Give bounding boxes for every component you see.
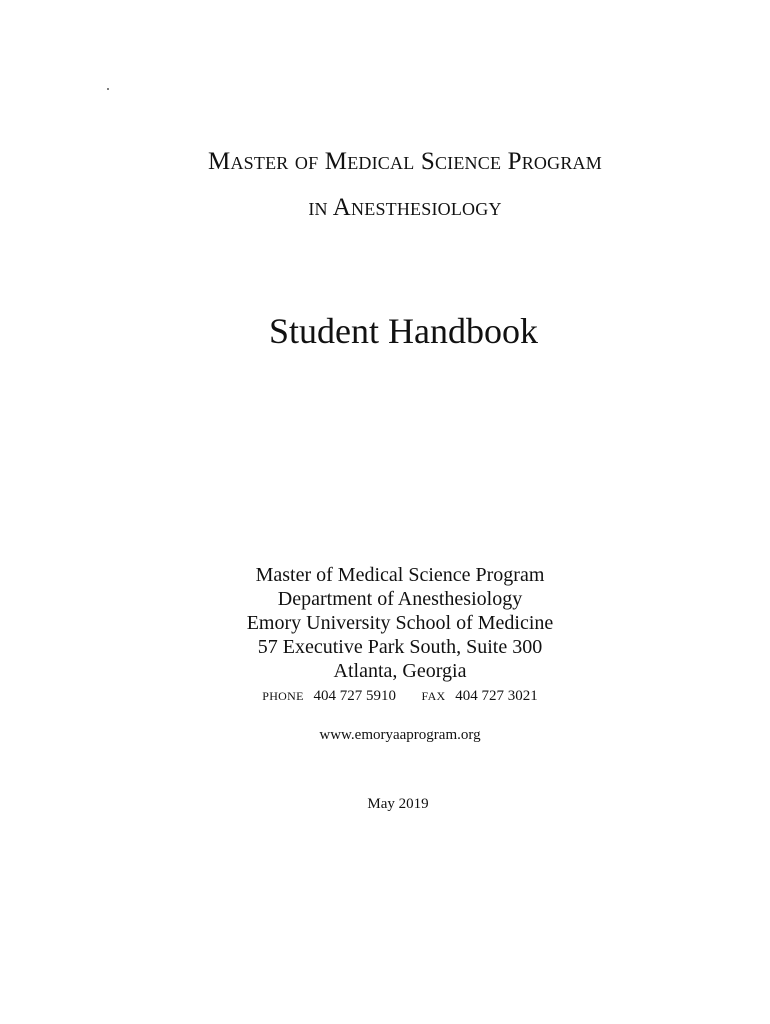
address-line: Department of Anesthesiology [277,588,523,610]
website-url: www.emoryaaprogram.org [319,727,481,743]
program-title-line-2: in Anesthesiology [308,194,502,221]
fax-number: 404 727 3021 [455,688,538,704]
publication-date: May 2019 [367,796,429,812]
address-block [0,563,770,683]
document-title: Student Handbook [269,311,538,351]
phone-number: 404 727 5910 [313,688,396,704]
address-line: 57 Executive Park South, Suite 300 [257,636,543,658]
scan-speck [107,88,109,90]
address-line: Emory University School of Medicine [246,612,554,634]
address-line: Master of Medical Science Program [255,564,545,586]
contact-row [0,688,770,705]
phone-label: PHONE [262,689,304,703]
program-title-line-1: Master of Medical Science Program [208,148,602,175]
fax-label: FAX [421,689,446,703]
address-line: Atlanta, Georgia [333,660,467,682]
